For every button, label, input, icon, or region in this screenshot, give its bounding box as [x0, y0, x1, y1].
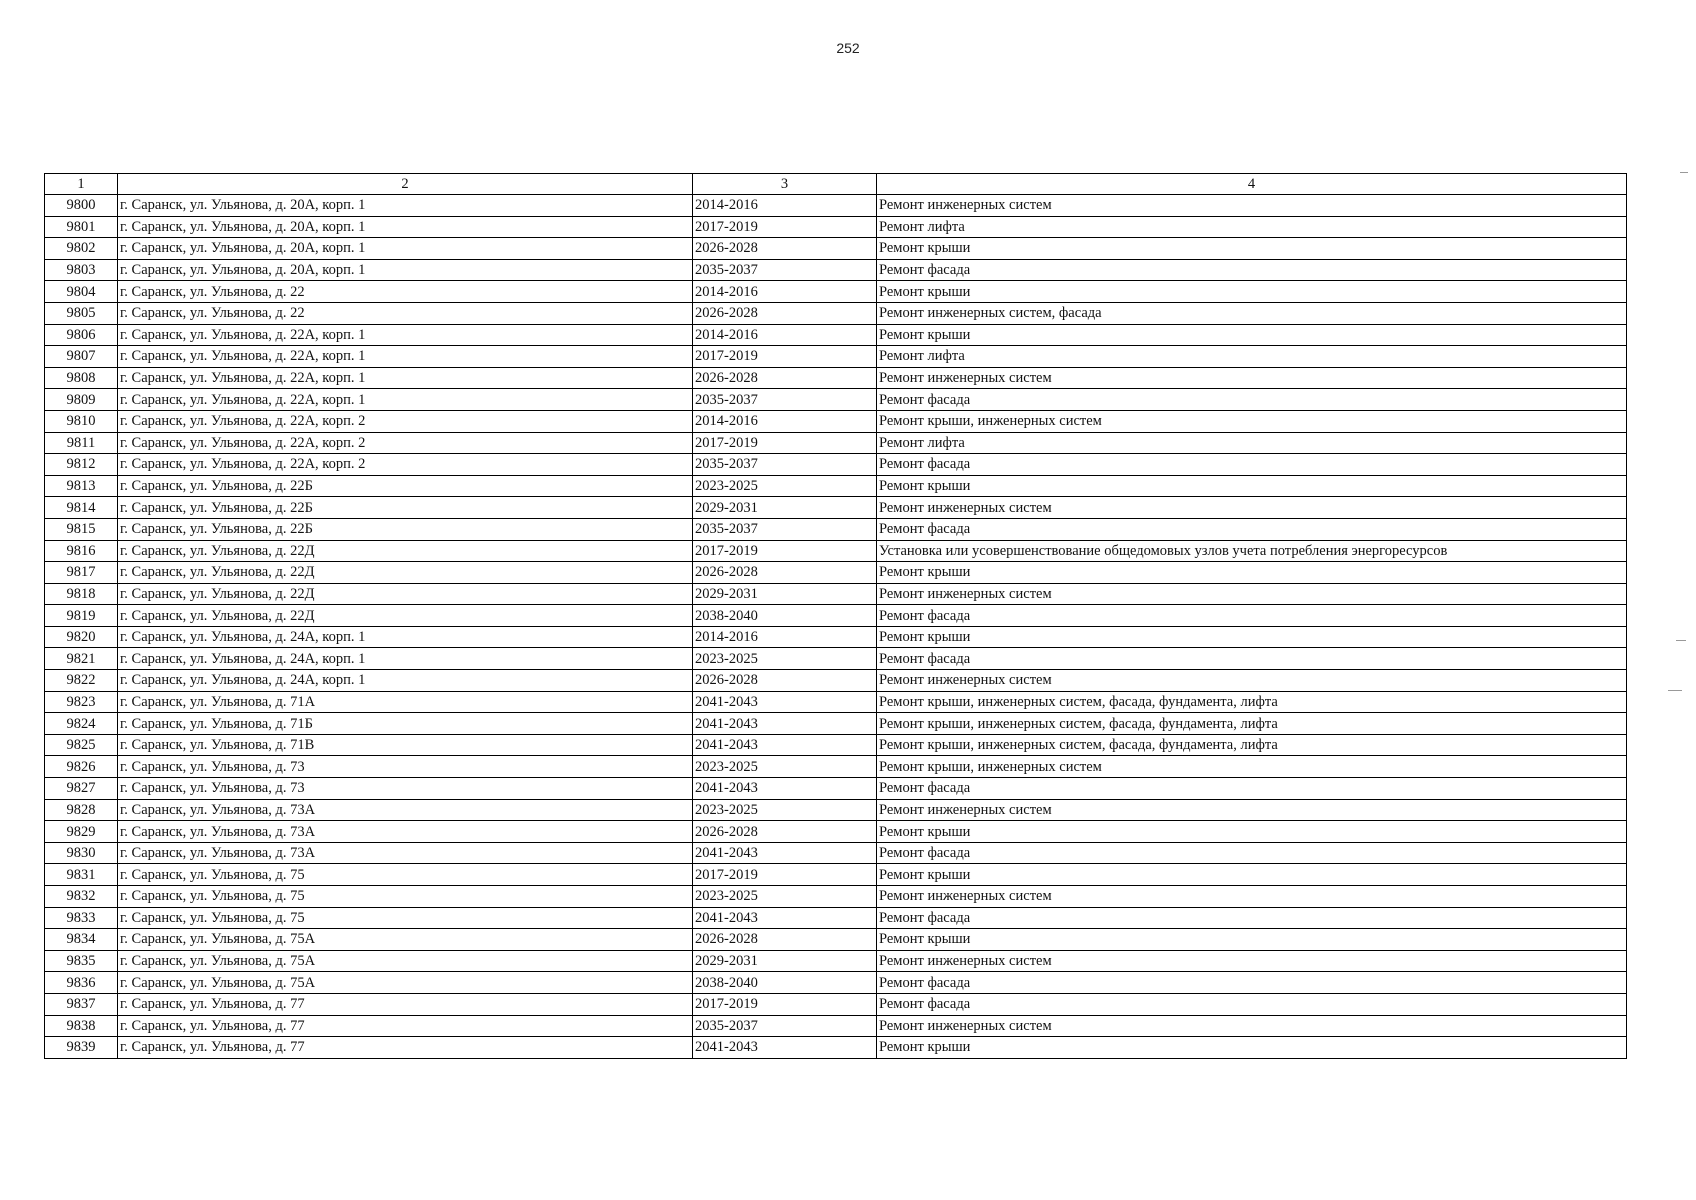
work-type-cell: Ремонт крыши — [877, 475, 1627, 497]
table-row — [45, 540, 1627, 562]
row-number-cell: 9816 — [45, 540, 118, 562]
work-type-cell: Ремонт фасада — [877, 605, 1627, 627]
work-type-cell: Ремонт инженерных систем — [877, 497, 1627, 519]
table-row — [45, 734, 1627, 756]
period-cell: 2041-2043 — [693, 907, 877, 929]
address-cell: г. Саранск, ул. Ульянова, д. 77 — [118, 993, 693, 1015]
header-cell: 1 — [45, 174, 118, 195]
period-cell: 2017-2019 — [693, 993, 877, 1015]
table-row — [45, 259, 1627, 281]
work-type-cell: Ремонт крыши, инженерных систем, фасада, фундамента, лифта — [877, 691, 1627, 713]
table-row — [45, 432, 1627, 454]
address-cell: г. Саранск, ул. Ульянова, д. 22Б — [118, 497, 693, 519]
period-cell: 2029-2031 — [693, 583, 877, 605]
repair-schedule-table — [44, 173, 1627, 1059]
row-number-cell: 9811 — [45, 432, 118, 454]
address-cell: г. Саранск, ул. Ульянова, д. 77 — [118, 1015, 693, 1037]
period-cell: 2026-2028 — [693, 929, 877, 951]
table-row — [45, 648, 1627, 670]
table-body — [45, 174, 1627, 1059]
row-number-cell: 9823 — [45, 691, 118, 713]
address-cell: г. Саранск, ул. Ульянова, д. 22А, корп. 2 — [118, 454, 693, 476]
address-cell: г. Саранск, ул. Ульянова, д. 22 — [118, 302, 693, 324]
address-cell: г. Саранск, ул. Ульянова, д. 20А, корп. 1 — [118, 195, 693, 217]
row-number-cell: 9802 — [45, 238, 118, 260]
period-cell: 2014-2016 — [693, 324, 877, 346]
work-type-cell: Ремонт крыши — [877, 281, 1627, 303]
address-cell: г. Саранск, ул. Ульянова, д. 24А, корп. 1 — [118, 670, 693, 692]
address-cell: г. Саранск, ул. Ульянова, д. 73 — [118, 756, 693, 778]
table-row — [45, 842, 1627, 864]
work-type-cell: Ремонт крыши — [877, 324, 1627, 346]
header-cell: 4 — [877, 174, 1627, 195]
work-type-cell: Ремонт инженерных систем — [877, 195, 1627, 217]
address-cell: г. Саранск, ул. Ульянова, д. 73 — [118, 778, 693, 800]
period-cell: 2017-2019 — [693, 346, 877, 368]
table-row — [45, 562, 1627, 584]
period-cell: 2023-2025 — [693, 475, 877, 497]
row-number-cell: 9833 — [45, 907, 118, 929]
table-row — [45, 605, 1627, 627]
period-cell: 2026-2028 — [693, 367, 877, 389]
period-cell: 2038-2040 — [693, 605, 877, 627]
table-row — [45, 410, 1627, 432]
work-type-cell: Ремонт фасада — [877, 648, 1627, 670]
address-cell: г. Саранск, ул. Ульянова, д. 75А — [118, 929, 693, 951]
table-row — [45, 993, 1627, 1015]
row-number-cell: 9839 — [45, 1037, 118, 1059]
row-number-cell: 9835 — [45, 950, 118, 972]
table-row — [45, 367, 1627, 389]
work-type-cell: Ремонт лифта — [877, 346, 1627, 368]
table-row — [45, 691, 1627, 713]
row-number-cell: 9801 — [45, 216, 118, 238]
address-cell: г. Саранск, ул. Ульянова, д. 22А, корп. 1 — [118, 324, 693, 346]
address-cell: г. Саранск, ул. Ульянова, д. 22Б — [118, 518, 693, 540]
work-type-cell: Ремонт фасада — [877, 842, 1627, 864]
row-number-cell: 9830 — [45, 842, 118, 864]
period-cell: 2026-2028 — [693, 670, 877, 692]
period-cell: 2023-2025 — [693, 799, 877, 821]
row-number-cell: 9809 — [45, 389, 118, 411]
work-type-cell: Ремонт фасада — [877, 907, 1627, 929]
work-type-cell: Ремонт крыши, инженерных систем — [877, 410, 1627, 432]
table-row — [45, 389, 1627, 411]
work-type-cell: Ремонт крыши — [877, 626, 1627, 648]
period-cell: 2026-2028 — [693, 302, 877, 324]
row-number-cell: 9828 — [45, 799, 118, 821]
period-cell: 2041-2043 — [693, 778, 877, 800]
row-number-cell: 9815 — [45, 518, 118, 540]
address-cell: г. Саранск, ул. Ульянова, д. 71Б — [118, 713, 693, 735]
row-number-cell: 9829 — [45, 821, 118, 843]
work-type-cell: Ремонт крыши — [877, 929, 1627, 951]
work-type-cell: Ремонт инженерных систем — [877, 886, 1627, 908]
address-cell: г. Саранск, ул. Ульянова, д. 22Д — [118, 562, 693, 584]
table-row — [45, 1015, 1627, 1037]
address-cell: г. Саранск, ул. Ульянова, д. 22А, корп. 2 — [118, 432, 693, 454]
address-cell: г. Саранск, ул. Ульянова, д. 75 — [118, 886, 693, 908]
work-type-cell: Ремонт фасада — [877, 454, 1627, 476]
address-cell: г. Саранск, ул. Ульянова, д. 73А — [118, 821, 693, 843]
work-type-cell: Ремонт крыши — [877, 238, 1627, 260]
table-row — [45, 302, 1627, 324]
row-number-cell: 9807 — [45, 346, 118, 368]
address-cell: г. Саранск, ул. Ульянова, д. 22Б — [118, 475, 693, 497]
period-cell: 2035-2037 — [693, 518, 877, 540]
scan-mark — [1676, 640, 1686, 641]
work-type-cell: Ремонт фасада — [877, 993, 1627, 1015]
period-cell: 2035-2037 — [693, 389, 877, 411]
period-cell: 2026-2028 — [693, 821, 877, 843]
row-number-cell: 9800 — [45, 195, 118, 217]
row-number-cell: 9814 — [45, 497, 118, 519]
period-cell: 2035-2037 — [693, 454, 877, 476]
row-number-cell: 9808 — [45, 367, 118, 389]
row-number-cell: 9805 — [45, 302, 118, 324]
table-row — [45, 195, 1627, 217]
row-number-cell: 9837 — [45, 993, 118, 1015]
table-row — [45, 626, 1627, 648]
period-cell: 2041-2043 — [693, 842, 877, 864]
period-cell: 2017-2019 — [693, 864, 877, 886]
scan-mark — [1668, 690, 1682, 691]
table-row — [45, 583, 1627, 605]
row-number-cell: 9825 — [45, 734, 118, 756]
table-row — [45, 324, 1627, 346]
address-cell: г. Саранск, ул. Ульянова, д. 24А, корп. 1 — [118, 626, 693, 648]
row-number-cell: 9822 — [45, 670, 118, 692]
table-row — [45, 821, 1627, 843]
table-row — [45, 799, 1627, 821]
address-cell: г. Саранск, ул. Ульянова, д. 75А — [118, 972, 693, 994]
table-row — [45, 713, 1627, 735]
work-type-cell: Ремонт лифта — [877, 432, 1627, 454]
table-row — [45, 864, 1627, 886]
work-type-cell: Ремонт инженерных систем, фасада — [877, 302, 1627, 324]
work-type-cell: Ремонт крыши — [877, 864, 1627, 886]
address-cell: г. Саранск, ул. Ульянова, д. 75 — [118, 907, 693, 929]
address-cell: г. Саранск, ул. Ульянова, д. 75 — [118, 864, 693, 886]
row-number-cell: 9827 — [45, 778, 118, 800]
address-cell: г. Саранск, ул. Ульянова, д. 20А, корп. 1 — [118, 216, 693, 238]
address-cell: г. Саранск, ул. Ульянова, д. 73А — [118, 799, 693, 821]
period-cell: 2041-2043 — [693, 713, 877, 735]
address-cell: г. Саранск, ул. Ульянова, д. 22А, корп. 2 — [118, 410, 693, 432]
table-header-row — [45, 174, 1627, 195]
period-cell: 2014-2016 — [693, 195, 877, 217]
address-cell: г. Саранск, ул. Ульянова, д. 22А, корп. 1 — [118, 346, 693, 368]
table-row — [45, 238, 1627, 260]
period-cell: 2017-2019 — [693, 540, 877, 562]
table-row — [45, 518, 1627, 540]
table-row — [45, 972, 1627, 994]
table-row — [45, 1037, 1627, 1059]
period-cell: 2038-2040 — [693, 972, 877, 994]
work-type-cell: Ремонт инженерных систем — [877, 799, 1627, 821]
table-row — [45, 929, 1627, 951]
work-type-cell: Ремонт крыши — [877, 1037, 1627, 1059]
page-number: 252 — [836, 40, 860, 56]
work-type-cell: Ремонт фасада — [877, 518, 1627, 540]
period-cell: 2041-2043 — [693, 691, 877, 713]
work-type-cell: Ремонт фасада — [877, 259, 1627, 281]
address-cell: г. Саранск, ул. Ульянова, д. 73А — [118, 842, 693, 864]
address-cell: г. Саранск, ул. Ульянова, д. 22А, корп. 1 — [118, 389, 693, 411]
header-cell: 3 — [693, 174, 877, 195]
address-cell: г. Саранск, ул. Ульянова, д. 75А — [118, 950, 693, 972]
period-cell: 2029-2031 — [693, 497, 877, 519]
address-cell: г. Саранск, ул. Ульянова, д. 22 — [118, 281, 693, 303]
period-cell: 2023-2025 — [693, 648, 877, 670]
period-cell: 2017-2019 — [693, 432, 877, 454]
address-cell: г. Саранск, ул. Ульянова, д. 20А, корп. 1 — [118, 259, 693, 281]
period-cell: 2035-2037 — [693, 259, 877, 281]
period-cell: 2014-2016 — [693, 410, 877, 432]
address-cell: г. Саранск, ул. Ульянова, д. 24А, корп. 1 — [118, 648, 693, 670]
period-cell: 2035-2037 — [693, 1015, 877, 1037]
work-type-cell: Ремонт инженерных систем — [877, 670, 1627, 692]
period-cell: 2017-2019 — [693, 216, 877, 238]
row-number-cell: 9836 — [45, 972, 118, 994]
row-number-cell: 9804 — [45, 281, 118, 303]
address-cell: г. Саранск, ул. Ульянова, д. 22Д — [118, 605, 693, 627]
period-cell: 2041-2043 — [693, 734, 877, 756]
row-number-cell: 9819 — [45, 605, 118, 627]
table-row — [45, 475, 1627, 497]
table-row — [45, 886, 1627, 908]
work-type-cell: Ремонт крыши, инженерных систем — [877, 756, 1627, 778]
address-cell: г. Саранск, ул. Ульянова, д. 22Д — [118, 540, 693, 562]
work-type-cell: Ремонт инженерных систем — [877, 1015, 1627, 1037]
work-type-cell: Ремонт крыши — [877, 562, 1627, 584]
period-cell: 2014-2016 — [693, 281, 877, 303]
header-cell: 2 — [118, 174, 693, 195]
work-type-cell: Ремонт лифта — [877, 216, 1627, 238]
table-row — [45, 497, 1627, 519]
row-number-cell: 9824 — [45, 713, 118, 735]
row-number-cell: 9820 — [45, 626, 118, 648]
row-number-cell: 9812 — [45, 454, 118, 476]
work-type-cell: Ремонт фасада — [877, 389, 1627, 411]
row-number-cell: 9806 — [45, 324, 118, 346]
row-number-cell: 9834 — [45, 929, 118, 951]
work-type-cell: Установка или усовершенствование общедомовых узлов учета потребления энергоресурсов — [877, 540, 1627, 562]
row-number-cell: 9832 — [45, 886, 118, 908]
table-row — [45, 216, 1627, 238]
row-number-cell: 9826 — [45, 756, 118, 778]
table-row — [45, 454, 1627, 476]
work-type-cell: Ремонт фасада — [877, 778, 1627, 800]
work-type-cell: Ремонт инженерных систем — [877, 583, 1627, 605]
row-number-cell: 9831 — [45, 864, 118, 886]
period-cell: 2029-2031 — [693, 950, 877, 972]
address-cell: г. Саранск, ул. Ульянова, д. 20А, корп. 1 — [118, 238, 693, 260]
period-cell: 2023-2025 — [693, 886, 877, 908]
address-cell: г. Саранск, ул. Ульянова, д. 71В — [118, 734, 693, 756]
work-type-cell: Ремонт крыши, инженерных систем, фасада, фундамента, лифта — [877, 734, 1627, 756]
period-cell: 2026-2028 — [693, 238, 877, 260]
period-cell: 2026-2028 — [693, 562, 877, 584]
work-type-cell: Ремонт крыши — [877, 821, 1627, 843]
address-cell: г. Саранск, ул. Ульянова, д. 22А, корп. 1 — [118, 367, 693, 389]
work-type-cell: Ремонт фасада — [877, 972, 1627, 994]
work-type-cell: Ремонт инженерных систем — [877, 367, 1627, 389]
table-row — [45, 778, 1627, 800]
row-number-cell: 9817 — [45, 562, 118, 584]
table-row — [45, 281, 1627, 303]
table-row — [45, 950, 1627, 972]
row-number-cell: 9818 — [45, 583, 118, 605]
row-number-cell: 9821 — [45, 648, 118, 670]
work-type-cell: Ремонт крыши, инженерных систем, фасада, фундамента, лифта — [877, 713, 1627, 735]
table-row — [45, 346, 1627, 368]
period-cell: 2014-2016 — [693, 626, 877, 648]
address-cell: г. Саранск, ул. Ульянова, д. 22Д — [118, 583, 693, 605]
period-cell: 2041-2043 — [693, 1037, 877, 1059]
address-cell: г. Саранск, ул. Ульянова, д. 71А — [118, 691, 693, 713]
work-type-cell: Ремонт инженерных систем — [877, 950, 1627, 972]
row-number-cell: 9838 — [45, 1015, 118, 1037]
row-number-cell: 9803 — [45, 259, 118, 281]
row-number-cell: 9813 — [45, 475, 118, 497]
scan-mark — [1680, 172, 1688, 173]
table-row — [45, 670, 1627, 692]
address-cell: г. Саранск, ул. Ульянова, д. 77 — [118, 1037, 693, 1059]
table-row — [45, 756, 1627, 778]
table-row — [45, 907, 1627, 929]
period-cell: 2023-2025 — [693, 756, 877, 778]
row-number-cell: 9810 — [45, 410, 118, 432]
